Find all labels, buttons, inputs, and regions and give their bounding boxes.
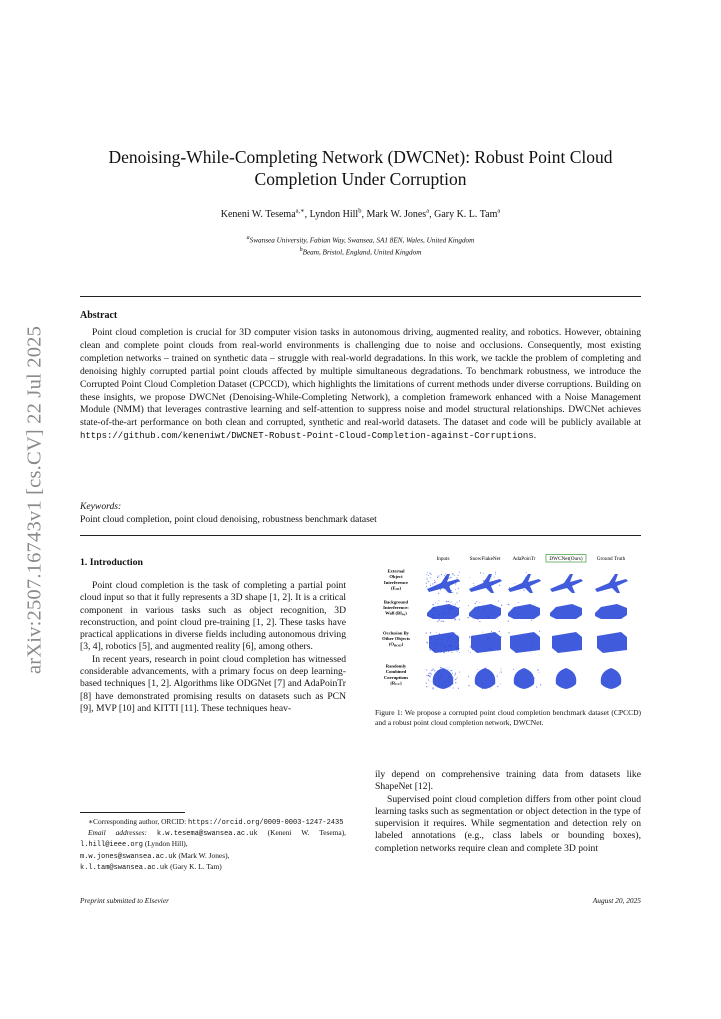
point-cloud-sample	[468, 667, 502, 689]
point-cloud-sample	[427, 600, 460, 622]
author: Mark W. Jones$^a$,	[366, 208, 435, 221]
point-cloud-sample	[426, 667, 460, 690]
corresponding-author-note: ∗Corresponding author, ORCID: https://orcid.org/0009-0003-1247-2435	[88, 817, 344, 827]
paragraph: ily depend on comprehensive training data from datasets like ShapeNet [12].	[375, 769, 641, 793]
point-cloud-sample	[469, 572, 502, 593]
email-list: Email addresses: k.w.tesema@swansea.ac.uk (Keneni W. Tesema), l.hill@ieee.org (Lyndon Hill), m.w.jones@swansea.ac.uk (Mark W. Jones), k.l.tam@swansea.ac.uk (Gary K. L. Tam)	[80, 828, 347, 872]
paper-title	[80, 146, 641, 190]
figure-row-label: Background Interference: Wall (BIW)	[383, 599, 409, 617]
footer-preprint: Preprint submitted to Elsevier	[80, 896, 170, 905]
point-cloud-sample	[468, 600, 503, 622]
figure-1	[375, 553, 641, 701]
point-cloud-sample	[468, 631, 502, 653]
figure-row-label: Occlusion By Other Objects (OBOO)	[382, 630, 410, 648]
affiliations	[80, 233, 641, 258]
right-column-text	[375, 769, 641, 855]
figure-column-header: DWCNet(Ours)	[549, 556, 583, 562]
author: Lyndon Hill$^b$,	[309, 208, 367, 221]
email-link[interactable]: k.l.tam@swansea.ac.uk	[80, 863, 169, 872]
abstract-body: Point cloud completion is crucial for 3D computer vision tasks in autonomous driving, augmented reality, and robotics. However, obtaining clean and complete point clouds from real-world environments is challenging due to noise and occlusions. Consequently, most existing completion networks – trained on synthetic data – struggle with real-world degradations. In this work, we tackle the problem of completing and denoising highly corrupted partial point clouds affected by multiple simultaneous degradations. To benchmark robustness, we introduce the Corrupted Point Cloud Completion Dataset (CPCCD), which highlights the limitations of current methods under diverse corruptions. Building on these insights, we propose DWCNet (Denoising-While-Completing Network), a completion framework enhanced with a Noise Management Module (NMM) that leverages contrastive learning and self-attention to suppress noise and model structural relationships. DWCNet achieves state-of-the-art performance on both clean and corrupted, synthetic and real-world datasets. The dataset and code will be publicly available at https://github.com/keneniwt/DWCNET-Robust-Point-Cloud-Completion-against-Corruptions.	[80, 327, 641, 442]
point-cloud-sample	[508, 572, 541, 593]
point-cloud-sample	[597, 632, 627, 653]
figure-column-header: AdaPoinTr	[512, 556, 536, 562]
email-link[interactable]: m.w.jones@swansea.ac.uk	[80, 852, 177, 861]
code-link[interactable]: https://github.com/keneniwt/DWCNET-Robust-Point-Cloud-Completion-against-Corruptions	[80, 431, 534, 442]
point-cloud-sample	[595, 574, 628, 593]
footer-date: August 20, 2025	[592, 896, 641, 905]
point-cloud-sample	[508, 602, 540, 622]
keywords-body: Point cloud completion, point cloud denoising, robustness benchmark dataset	[80, 514, 377, 525]
title-line-1: Denoising-While-Completing Network (DWCNet): Robust Point Cloud	[108, 147, 613, 167]
author-list	[80, 207, 641, 220]
keywords-heading: Keywords:	[80, 501, 122, 512]
point-cloud-sample	[425, 632, 459, 653]
point-cloud-sample	[513, 668, 541, 689]
figure-column-header: SnowFlakeNet	[469, 556, 501, 562]
affiliation: $^b$Beam, Bristol, England, United Kingdom	[299, 247, 422, 257]
email-link[interactable]: k.w.tesema@swansea.ac.uk	[156, 830, 258, 839]
footnote	[80, 817, 346, 873]
section-heading-introduction: 1. Introduction	[80, 557, 143, 568]
paragraph: Point cloud completion is the task of completing a partial point cloud input so that it fully represents a 3D shape [1, 2]. It is a critical component in various tasks such as object recognition, 3D reconstruction, and point cloud pre-training [1, 2]. These tasks have practical applications in diverse fields including autonomous driving [3, 4], robotics [5], and augmented reality [6], among others.	[80, 580, 346, 653]
email-link[interactable]: l.hill@ieee.org	[80, 841, 144, 850]
mid-rule	[80, 535, 641, 536]
point-cloud-sample	[550, 574, 583, 593]
arxiv-stamp	[20, 300, 50, 700]
point-cloud-sample	[552, 632, 582, 653]
figure-row-label: External Object Interference (EOI)	[383, 568, 409, 592]
point-cloud-sample	[595, 604, 627, 619]
figure-column-header: Ground Truth	[596, 556, 626, 562]
orcid-link[interactable]: https://orcid.org/0009-0003-1247-2435	[187, 819, 344, 827]
author: Gary K. L. Tam$^a$	[434, 208, 501, 221]
title-line-2: Completion Under Corruption	[254, 169, 467, 189]
top-rule	[80, 296, 641, 297]
author: Keneni W. Tesema$^{a,∗}$,	[220, 208, 310, 221]
figure-1-caption: Figure 1: We propose a corrupted point cloud completion benchmark dataset (CPCCD) and a robust point cloud completion network, DWCNet.	[375, 708, 641, 728]
figure-row-label: Randomly Combined Corruptions (RCC)	[383, 663, 409, 687]
point-cloud-sample	[550, 604, 582, 619]
left-column-text	[80, 580, 346, 715]
point-cloud-sample	[556, 668, 577, 689]
footnote-rule	[80, 812, 185, 813]
paragraph: In recent years, research in point cloud completion has witnessed considerable advancements, with a primary focus on deep learning-based techniques [1, 2]. Algorithms like ODGNet [7] and AdaPoinTr [8] have demonstrated promising results on datasets such as PCN [9], MVP [10] and KITTI [11]. These techniques heav-	[80, 653, 346, 714]
abstract-heading: Abstract	[80, 310, 118, 321]
affiliation: $^a$Swansea University, Fabian Way, Swansea, SA1 8EN, Wales, United Kingdom	[246, 235, 475, 245]
point-cloud-sample	[426, 572, 460, 594]
arxiv-id: arXiv:2507.16743v1 [cs.CV] 22 Jul 2025	[23, 325, 46, 675]
point-cloud-sample	[601, 668, 622, 689]
point-cloud-sample	[508, 631, 540, 653]
figure-column-header: Inputs	[436, 556, 450, 562]
paragraph: Supervised point cloud completion differs from other point cloud learning tasks such as segmentation or object detection in the type of supervision it requires. While segmentation and detection rely on labeled annotations (e.g., class labels or bounding boxes), completion networks require clean and complete 3D point	[375, 793, 641, 854]
